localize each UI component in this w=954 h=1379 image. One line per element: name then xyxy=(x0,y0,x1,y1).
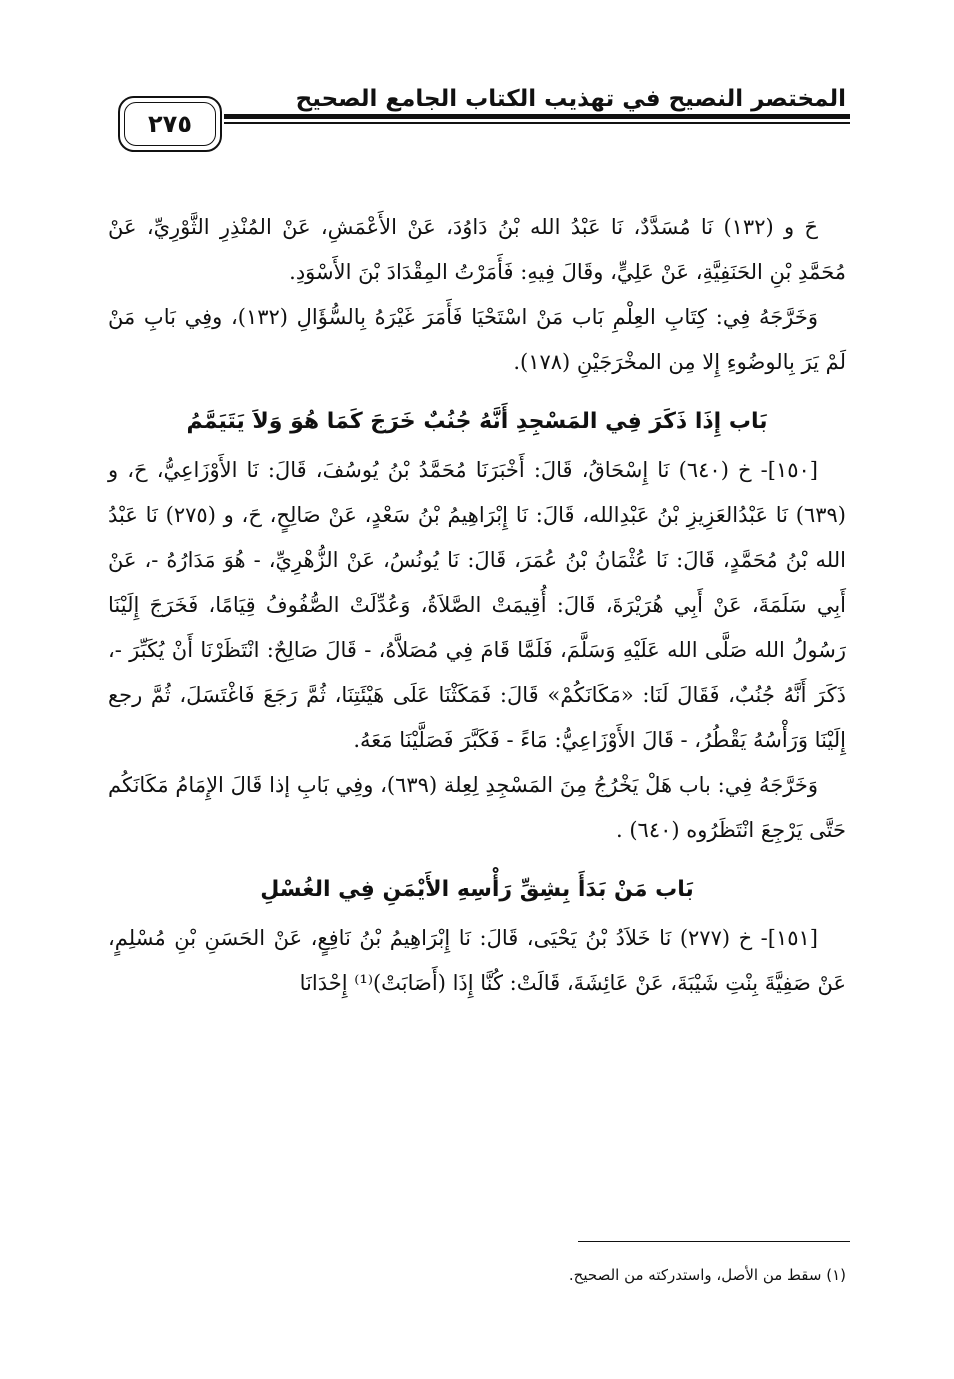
takhrij-paragraph: وَخَرَّجَهُ فِي: باب هَلْ يَخْرُجُ مِنَ المَسْجِدِ لِعِلة (٦٣٩)، وفِي بَابِ إذا قَالَ الإِمَامُ مَكَانَكُم حَتَّى يَرْجِعَ انْتَظَرُوه (٦٤٠) . xyxy=(108,773,846,842)
hadith-paragraph: [١٥٠]- خ (٦٤٠) نَا إِسْحَاقُ، قَالَ: أَخْبَرَنَا مُحَمَّدُ بْنُ يُوسُفَ، قَالَ: نَا الأَوْزَاعِيُّ، حَ، و (٦٣٩) نَا عَبْدُالعَزِيزِ بْنُ عَبْدِالله، قَالَ: نَا إِبْرَاهِيمُ بْنُ سَعْدٍ، عَنْ صَالِحٍ، حَ، و (٢٧٥) نَا عَبْدُ الله بْنُ مُحَمَّدٍ، قَالَ: نَا عُثْمَانُ بْنُ عُمَرَ، قَالَ: نَا يُونُسُ، عَنْ الزُّهْرِيِّ، - هُوَ مَدَارُهُ -، عَنْ أَبِي سَلَمَةَ، عَنْ أَبِي هُرَيْرَةَ، قَالَ: أُقِيمَتْ الصَّلاَةُ، وَعُدِّلَتْ الصُّفُوفُ قِيَامًا، فَخَرَجَ إِلَيْنَا رَسُولُ الله صَلَّى الله عَلَيْهِ وَسَلَّمَ، فَلَمَّا قَامَ فِي مُصَلاَّهُ، - قَالَ صَالِحٌ: انْتَظَرْنَا أَنْ يُكَبِّرَ -، ذَكَرَ أَنَّهُ جُنُبٌ، فَقَالَ لَنَا: «مَكَانَكُمْ» قَالَ: فَمَكَثْنَا عَلَى هَيْئَتِنَا، ثُمَّ رَجَعَ فَاغْتَسَلَ، ثُمَّ رجع إِلَيْنَا وَرَأْسُهُ يَقْطُرُ، - قَالَ الأَوْزَاعِيُّ: مَاءً - فَكَبَّرَ فَصَلَّيْنَا مَعَهُ. xyxy=(108,458,846,752)
chapter-heading: بَاب إِذَا ذَكَرَ فِي المَسْجِدِ أَنَّهُ جُنُبٌ خَرَجَ كَمَا هُوَ وَلاَ يَتَيَمَّمُ xyxy=(186,409,768,434)
page-number: ٢٧٥ xyxy=(148,110,192,138)
footnote-separator xyxy=(578,1241,850,1242)
hadith-chain-paragraph: حَ و (١٣٢) نَا مُسَدَّدٌ، نَا عَبْدُ الله بْنُ دَاوُدَ، عَنْ الأَعْمَشِ، عَنْ المُنْذِرِ الثَّوْرِيِّ، عَنْ مُحَمَّدِ بْنِ الحَنَفِيَّةِ، عَنْ عَلِيٍّ، وقَالَ فِيهِ: فَأَمَرْتُ المِقْدَادَ بْنَ الأَسْوَدِ. xyxy=(108,215,846,284)
page-body xyxy=(108,205,846,1006)
chapter-heading: بَاب مَنْ بَدَأَ بِشِقِّ رَأْسِهِ الأَيْمَنِ فِي الغُسْلِ xyxy=(260,877,694,902)
page-number-frame xyxy=(118,96,222,152)
footnote: (١) سقط من الأصل، واستدركته من الصحيح. xyxy=(568,1266,846,1284)
header-rule-thick xyxy=(224,114,850,119)
running-header-title: المختصر النصيح في تهذيب الكتاب الجامع الصحيح xyxy=(295,86,846,112)
header-rule-thin xyxy=(224,122,850,124)
takhrij-paragraph: وَخَرَّجَهُ فِي: كِتَابِ العِلْمِ بَاب مَنْ اسْتَحْيَا فَأَمَرَ غَيْرَهُ بِالسُّؤَالِ (١٣٢)، وفِي بَابِ مَنْ لَمْ يَرَ بِالوضُوءِ إِلا مِن المخْرَجَيْنِ (١٧٨). xyxy=(108,305,846,374)
hadith-paragraph: [١٥١]- خ (٢٧٧) نَا خَلاَدُ بْنُ يَحْيَى، قَالَ: نَا إِبْرَاهِيمُ بْنُ نَافِعٍ، عَنْ الحَسَنِ بْنِ مُسْلِمٍ، عَنْ صَفِيَّةَ بِنْتِ شَيْبَةَ، عَنْ عَائِشَةَ، قَالَتْ: كُنَّا إِذَا (أَصَابَتْ)⁽¹⁾ إِحْدَانَا xyxy=(108,926,846,995)
